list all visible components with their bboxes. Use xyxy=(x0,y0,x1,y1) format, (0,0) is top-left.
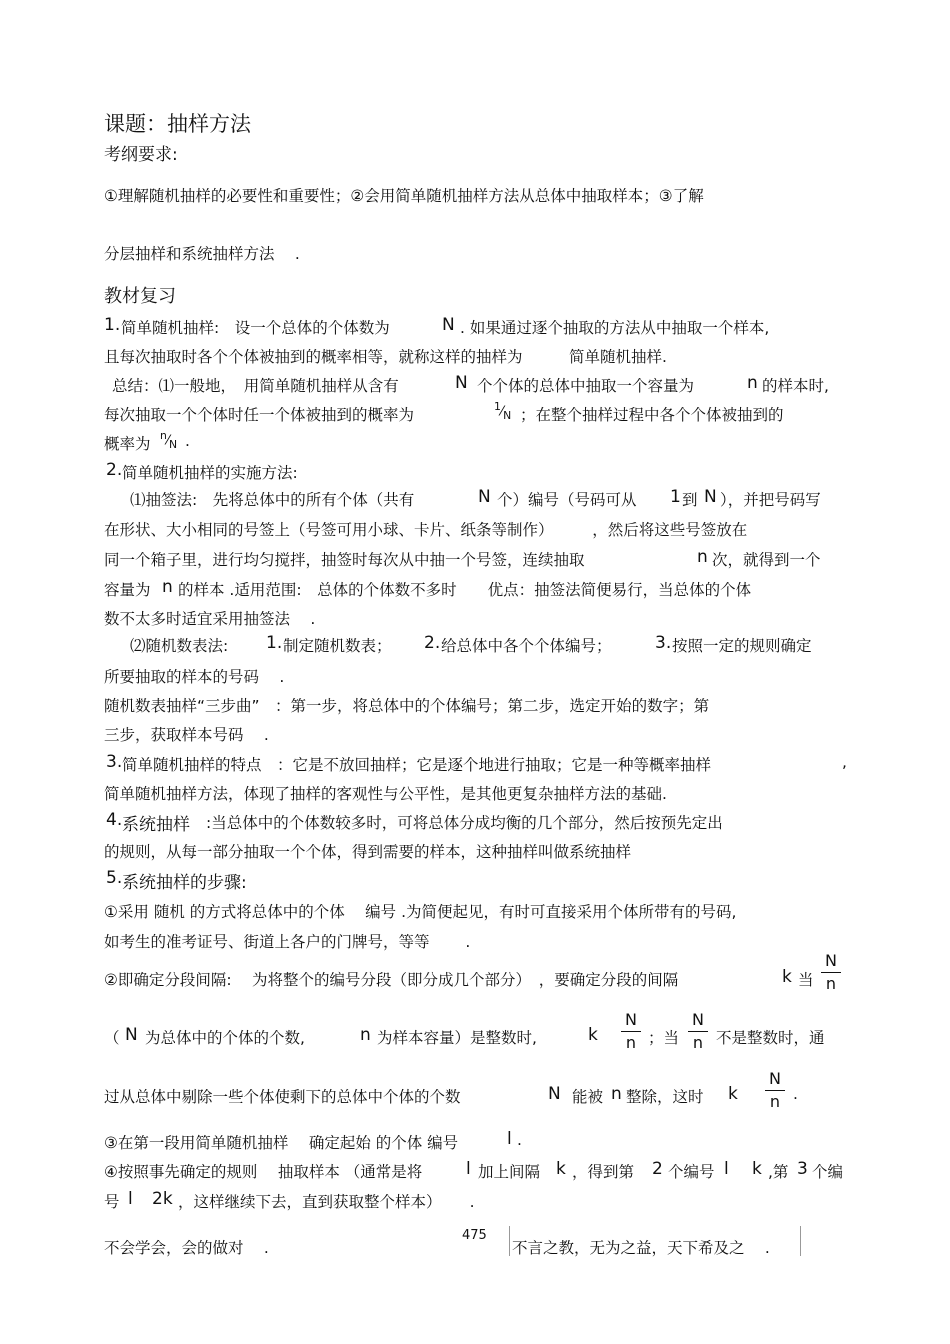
fraction-den: n xyxy=(692,1033,704,1052)
fraction-num: 1 xyxy=(494,400,501,413)
p5-line-8l: 个编 xyxy=(812,1163,844,1181)
p5-line-6g: . xyxy=(793,1085,798,1103)
p1-summary-b: 个个体的总体中抽取一个容量为 xyxy=(477,377,695,395)
p5-line-3: 如考生的准考证号、街道上各户的门牌号，等等 . xyxy=(104,933,471,951)
fraction-den: N xyxy=(503,408,512,422)
p5-N2: N xyxy=(548,1084,561,1104)
footer-right-motto: 不言之教，无为之益，天下希及之 . xyxy=(512,1239,770,1257)
p4-line-2: 的规则，从每一部分抽取一个个体，得到需要的样本，这种抽样叫做系统抽样 xyxy=(104,843,632,861)
p2-line-4c: 次，就得到一个 xyxy=(712,551,821,569)
footer-divider-right xyxy=(800,1226,801,1256)
page-number: 475 xyxy=(462,1228,487,1243)
fraction-num: N xyxy=(692,1010,704,1029)
fraction-num: N xyxy=(825,951,837,970)
p2-1: 1 xyxy=(670,487,681,507)
p5-l2: l xyxy=(466,1159,471,1179)
p2-line-6: 数不太多时适宜采用抽签法 . xyxy=(104,610,316,628)
p1-line-5: 概率为 xyxy=(104,435,151,453)
item-number-3: 3. xyxy=(106,752,123,772)
p2-line-2a: ⑴抽签法: 先将总体中的所有个体（共有 xyxy=(130,491,415,509)
p1-line-2: 且每次抽取时各个个体被抽到的概率相等，就称这样的抽样为 简单随机抽样. xyxy=(104,348,667,366)
p5-2k: 2k xyxy=(152,1189,173,1209)
p1-symbol-N: N xyxy=(442,315,455,335)
requirements-line-2: 分层抽样和系统抽样方法 . xyxy=(104,245,300,263)
p5-k4: k xyxy=(556,1159,566,1179)
p5-line-6c: 能被 xyxy=(572,1088,604,1106)
p5-line-5h: 不是整数时，通 xyxy=(716,1029,825,1047)
p2-N2: N xyxy=(704,487,717,507)
p2-to: 到 xyxy=(682,491,698,509)
fraction-1-over-N: $^1⁄_N$ xyxy=(494,400,512,422)
p5-line-8g: 个编号 xyxy=(668,1163,715,1181)
fraction-den: N xyxy=(169,437,178,451)
p5-k3: k xyxy=(728,1084,738,1104)
fraction-den: n xyxy=(825,974,837,993)
section-heading: 教材复习 xyxy=(104,286,176,307)
p5-N: N xyxy=(125,1025,138,1045)
p5-2: 2 xyxy=(652,1159,663,1179)
p2-line-7e: 给总体中各个个体编号； xyxy=(441,637,612,655)
p5-line-7a: ③在第一段用简单随机抽样 确定起始 的个体 编号 xyxy=(104,1134,459,1152)
p1-line-4-cont: ；在整个抽样过程中各个个体被抽到的 xyxy=(520,406,784,424)
p5-k: k xyxy=(782,967,792,987)
p5-line-5c: 为总体中的个体的个数, xyxy=(145,1029,336,1047)
p1-summary-a: 总结：⑴一般地， 用简单随机抽样从含有 xyxy=(112,377,399,395)
page-title: 课题：抽样方法 xyxy=(104,112,251,136)
p2-N: N xyxy=(478,487,491,507)
p2-line-8: 所要抽取的样本的号码 . xyxy=(104,668,285,686)
p5-line-8j: ,第 xyxy=(768,1163,789,1181)
p2-line-10: 三步，获取样本号码 . xyxy=(104,726,269,744)
page-subtitle: 考纲要求: xyxy=(104,145,178,165)
p5-line-2: ①采用 随机 的方式将总体中的个体 编号 .为简便起见，有时可直接采用个体所带有的号码, xyxy=(104,903,737,921)
p1-line-4: 每次抽取一个个体时任一个体被抽到的概率为 xyxy=(104,406,415,424)
fraction-N-over-n-3 xyxy=(688,1012,708,1051)
p5-line-6a: 过从总体中剔除一些个体使剩下的总体中个体的个数 xyxy=(104,1088,461,1106)
p2-heading: 简单随机抽样的实施方法: xyxy=(122,464,298,482)
p1-line-1-cont: . 如果通过逐个抽取的方法从中抽取一个样本, xyxy=(460,319,770,337)
p5-k5: k xyxy=(752,1159,762,1179)
p5-line-5e: 为样本容量）是整数时, xyxy=(377,1029,537,1047)
step-number-3: 3. xyxy=(655,633,672,653)
p5-line-6e: 整除，这时 xyxy=(626,1088,704,1106)
p5-l4: l xyxy=(128,1189,133,1209)
p2-line-7a: ⑵随机数表法: xyxy=(130,637,229,655)
p5-l: l xyxy=(507,1129,512,1149)
fraction-num: N xyxy=(769,1069,781,1088)
p2-n: n xyxy=(697,547,708,567)
p3-comma: , xyxy=(842,753,847,771)
p1-line-5-end: . xyxy=(185,432,190,450)
fraction-N-over-n-2 xyxy=(621,1012,641,1051)
p5-line-8e: ，得到第 xyxy=(572,1163,635,1181)
p5-line-5g: ；当 xyxy=(648,1029,680,1047)
fraction-den: n xyxy=(625,1033,637,1052)
fraction-num: N xyxy=(625,1010,637,1029)
p1-line-1: 简单随机抽样: 设一个总体的个体数为 xyxy=(121,319,390,337)
p5-line-9d: ，这样继续下去，直到获取整个样本） . xyxy=(178,1193,475,1211)
p5-heading: 系统抽样的步骤: xyxy=(122,873,247,893)
p2-line-5c: 的样本 .适用范围: 总体的个体数不多时 优点：抽签法简便易行，当总体的个体 xyxy=(178,581,752,599)
step-number-2: 2. xyxy=(424,633,441,653)
fraction-N-over-n-4 xyxy=(765,1071,785,1110)
p4-line-1: :当总体中的个体数较多时，可将总体分成均衡的几个部分，然后按预先定出 xyxy=(206,814,723,832)
p2-line-5a: 容量为 xyxy=(104,581,151,599)
p5-3: 3 xyxy=(797,1159,808,1179)
item-number-1: 1. xyxy=(104,315,121,335)
item-number-2: 2. xyxy=(106,460,123,480)
p5-k2: k xyxy=(588,1025,598,1045)
p5-l3: l xyxy=(724,1159,729,1179)
p5-line-5a: （ xyxy=(104,1029,120,1047)
fraction-den: n xyxy=(769,1092,781,1111)
requirements-line-1: ①理解随机抽样的必要性和重要性；②会用简单随机抽样方法从总体中抽取样本；③了解 xyxy=(104,187,704,205)
p1-summary-N: N xyxy=(455,373,468,393)
p2-line-3: 在形状、大小相同的号签上（号签可用小球、卡片、纸条等制作） ，然后将这些号签放在 xyxy=(104,521,748,539)
p5-line-9a: 号 xyxy=(104,1193,120,1211)
step-number-1: 1. xyxy=(266,633,283,653)
item-number-4: 4. xyxy=(106,810,123,830)
item-number-5: 5. xyxy=(106,868,123,888)
p5-line-8c: 加上间隔 xyxy=(478,1163,541,1181)
p5-line-4a: ②即确定分段间隔: 为将整个的编号分段（即分成几个部分） ，要确定分段的间隔 xyxy=(104,971,679,989)
p2-line-7c: 制定随机数表； xyxy=(283,637,392,655)
p5-line-7c: . xyxy=(517,1131,522,1149)
p2-n2: n xyxy=(162,577,173,597)
p4-term: 系统抽样 xyxy=(122,815,190,835)
p2-line-9: 随机数表抽样“三步曲” ：第一步，将总体中的个体编号；第二步，选定开始的数字；第 xyxy=(104,697,710,715)
p5-n: n xyxy=(360,1025,371,1045)
p2-line-2g: ），并把号码写 xyxy=(720,491,821,509)
p5-n2: n xyxy=(611,1084,622,1104)
footer-left-motto: 不会学会，会的做对 . xyxy=(104,1239,269,1257)
p1-summary-n: n xyxy=(747,373,758,393)
p2-line-7g: 按照一定的规则确定 xyxy=(672,637,812,655)
fraction-num: n xyxy=(160,429,167,442)
p5-line-8a: ④按照事先确定的规则 抽取样本 （通常是将 xyxy=(104,1163,423,1181)
p5-when: 当 xyxy=(798,971,814,989)
fraction-n-over-N: $^n⁄_N$ xyxy=(160,429,178,451)
p2-line-2c: 个）编号（号码可从 xyxy=(497,491,637,509)
p2-line-4a: 同一个箱子里，进行均匀搅拌，抽签时每次从中抽一个号签，连续抽取 xyxy=(104,551,585,569)
footer-divider-left xyxy=(509,1226,510,1256)
p1-summary-c: 的样本时, xyxy=(762,377,829,395)
p3-line-2: 简单随机抽样方法，体现了抽样的客观性与公平性，是其他更复杂抽样方法的基础. xyxy=(104,785,667,803)
p3-line-1: 简单随机抽样的特点 ：它是不放回抽样；它是逐个地进行抽取；它是一种等概率抽样 xyxy=(122,756,712,774)
fraction-N-over-n-1 xyxy=(821,953,841,992)
